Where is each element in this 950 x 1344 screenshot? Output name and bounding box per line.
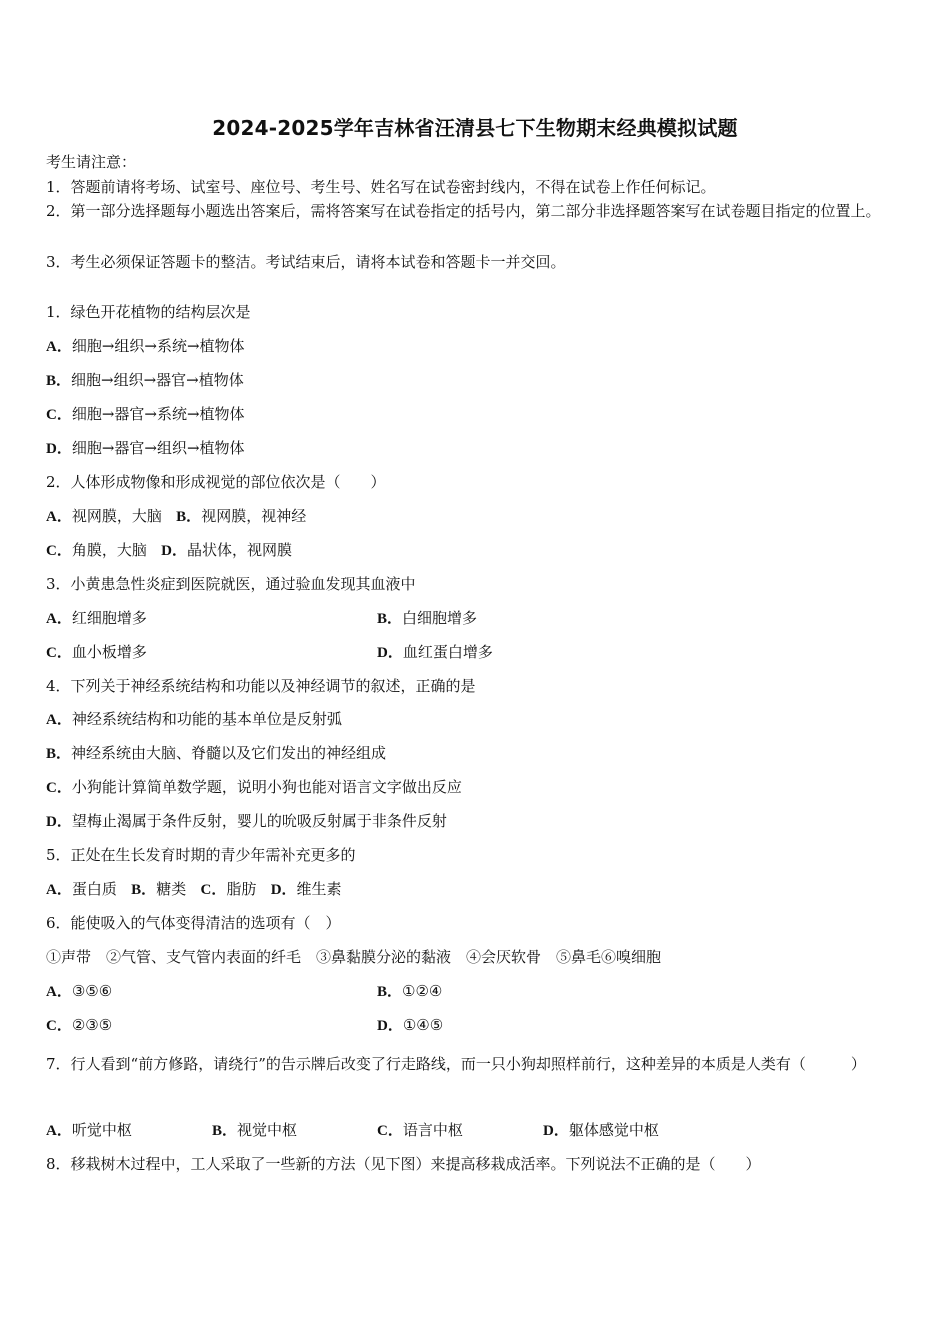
option-label: D． bbox=[270, 882, 297, 898]
option-label: D． bbox=[543, 1123, 569, 1139]
option-b bbox=[377, 608, 477, 629]
option-text: 躯体感觉中枢 bbox=[568, 1121, 659, 1139]
question-stem: 6．能使吸入的气体变得清洁的选项有（ ） bbox=[46, 914, 341, 932]
option-c bbox=[46, 1015, 112, 1036]
option-label: D． bbox=[161, 543, 188, 559]
option-c bbox=[377, 1120, 463, 1141]
option-text: 血红蛋白增多 bbox=[402, 643, 493, 661]
option-a bbox=[46, 608, 147, 629]
option-text: 神经系统由大脑、脊髓以及它们发出的神经组成 bbox=[71, 744, 387, 762]
option-label: B． bbox=[46, 746, 72, 762]
option-text: 血小板增多 bbox=[71, 643, 147, 661]
option-label: D． bbox=[377, 645, 403, 661]
option-label: A． bbox=[46, 984, 72, 1000]
option-d bbox=[46, 811, 447, 832]
option-b bbox=[377, 981, 442, 1002]
notice-item: 1．答题前请将考场、试室号、座位号、考生号、姓名写在试卷密封线内，不得在试卷上作任何标记。 bbox=[46, 178, 716, 196]
question-choices-list: ①声带 ②气管、支气管内表面的纤毛 ③鼻黏膜分泌的黏液 ④会厌软骨 ⑤鼻毛⑥嗅细胞 bbox=[46, 948, 662, 966]
option-text: 神经系统结构和功能的基本单位是反射弧 bbox=[71, 710, 342, 728]
option-text: 脂肪 bbox=[226, 880, 257, 898]
option-label: C． bbox=[46, 407, 72, 423]
option-text: ②③⑤ bbox=[71, 1016, 113, 1034]
option-label: B． bbox=[377, 611, 403, 627]
option-text: 白细胞增多 bbox=[402, 609, 478, 627]
question-stem: 5．正处在生长发育时期的青少年需补充更多的 bbox=[46, 846, 356, 864]
option-text: 小狗能计算简单数学题，说明小狗也能对语言文字做出反应 bbox=[71, 778, 462, 796]
question-stem: 3．小黄患急性炎症到医院就医，通过验血发现其血液中 bbox=[46, 575, 416, 593]
option-label: C． bbox=[46, 780, 72, 796]
option-text: 视网膜，大脑 bbox=[71, 507, 162, 525]
option-row bbox=[46, 506, 306, 527]
option-label: C． bbox=[377, 1123, 403, 1139]
option-b bbox=[46, 743, 386, 764]
option-label: D． bbox=[46, 441, 72, 457]
option-label: B． bbox=[377, 984, 403, 1000]
option-row bbox=[46, 879, 342, 900]
option-d bbox=[377, 642, 493, 663]
option-label: A． bbox=[46, 611, 72, 627]
option-label: A． bbox=[46, 1123, 72, 1139]
option-text: 维生素 bbox=[296, 880, 342, 898]
notice-heading: 考生请注意： bbox=[46, 153, 137, 171]
option-c bbox=[46, 642, 147, 663]
question-stem: 2．人体形成物像和形成视觉的部位依次是（ ） bbox=[46, 473, 386, 491]
option-a bbox=[46, 709, 342, 730]
option-label: C． bbox=[46, 645, 72, 661]
option-text: 蛋白质 bbox=[71, 880, 117, 898]
question-stem: 7．行人看到“前方修路，请绕行”的告示牌后改变了行走路线，而一只小狗却照样前行，这种差异的本质是人类有（ ） bbox=[46, 1055, 866, 1073]
option-text: 细胞→组织→系统→植物体 bbox=[71, 337, 245, 355]
option-label: A． bbox=[46, 339, 72, 355]
option-text: 细胞→器官→组织→植物体 bbox=[71, 439, 245, 457]
option-label: A． bbox=[46, 509, 72, 525]
option-label: B． bbox=[131, 882, 157, 898]
option-label: D． bbox=[46, 814, 72, 830]
question-stem: 1．绿色开花植物的结构层次是 bbox=[46, 303, 251, 321]
option-b bbox=[212, 1120, 297, 1141]
option-text: 晶状体，视网膜 bbox=[187, 541, 293, 559]
option-text: 细胞→组织→器官→植物体 bbox=[71, 371, 244, 389]
option-text: 望梅止渴属于条件反射，婴儿的吮吸反射属于非条件反射 bbox=[71, 812, 447, 830]
option-c bbox=[46, 777, 462, 798]
option-d bbox=[543, 1120, 659, 1141]
option-label: A． bbox=[46, 882, 72, 898]
option-text: ①④⑤ bbox=[402, 1016, 444, 1034]
notice-item: 3．考生必须保证答题卡的整洁。考试结束后，请将本试卷和答题卡一并交回。 bbox=[46, 253, 566, 271]
page-title: 2024-2025学年吉林省汪清县七下生物期末经典模拟试题 bbox=[212, 116, 738, 140]
option-label: B． bbox=[176, 509, 202, 525]
option-a bbox=[46, 336, 245, 357]
option-text: ①②④ bbox=[402, 982, 443, 1000]
notice-item: 2．第一部分选择题每小题选出答案后，需将答案写在试卷指定的括号内，第二部分非选择题答案写在试卷题目指定的位置上。 bbox=[46, 202, 881, 220]
option-text: 细胞→器官→系统→植物体 bbox=[71, 405, 245, 423]
option-d bbox=[377, 1015, 443, 1036]
option-row bbox=[46, 540, 292, 561]
option-label: D． bbox=[377, 1018, 403, 1034]
option-text: 听觉中枢 bbox=[71, 1121, 132, 1139]
option-text: ③⑤⑥ bbox=[71, 982, 113, 1000]
option-label: C． bbox=[200, 882, 227, 898]
option-label: C． bbox=[46, 1018, 72, 1034]
option-c bbox=[46, 404, 245, 425]
option-text: 角膜，大脑 bbox=[71, 541, 147, 559]
option-label: A． bbox=[46, 712, 72, 728]
option-text: 红细胞增多 bbox=[71, 609, 147, 627]
option-d bbox=[46, 438, 245, 459]
option-text: 视觉中枢 bbox=[237, 1121, 298, 1139]
option-a bbox=[46, 981, 112, 1002]
option-b bbox=[46, 370, 244, 391]
option-text: 糖类 bbox=[156, 880, 187, 898]
option-a bbox=[46, 1120, 132, 1141]
option-label: C． bbox=[46, 543, 72, 559]
option-label: B． bbox=[212, 1123, 238, 1139]
question-stem: 8．移栽树木过程中，工人采取了一些新的方法（见下图）来提高移栽成活率。下列说法不正确的是（ ） bbox=[46, 1155, 761, 1173]
option-text: 视网膜，视神经 bbox=[201, 507, 307, 525]
question-stem: 4．下列关于神经系统结构和功能以及神经调节的叙述，正确的是 bbox=[46, 677, 476, 695]
option-text: 语言中枢 bbox=[402, 1121, 463, 1139]
option-label: B． bbox=[46, 373, 72, 389]
